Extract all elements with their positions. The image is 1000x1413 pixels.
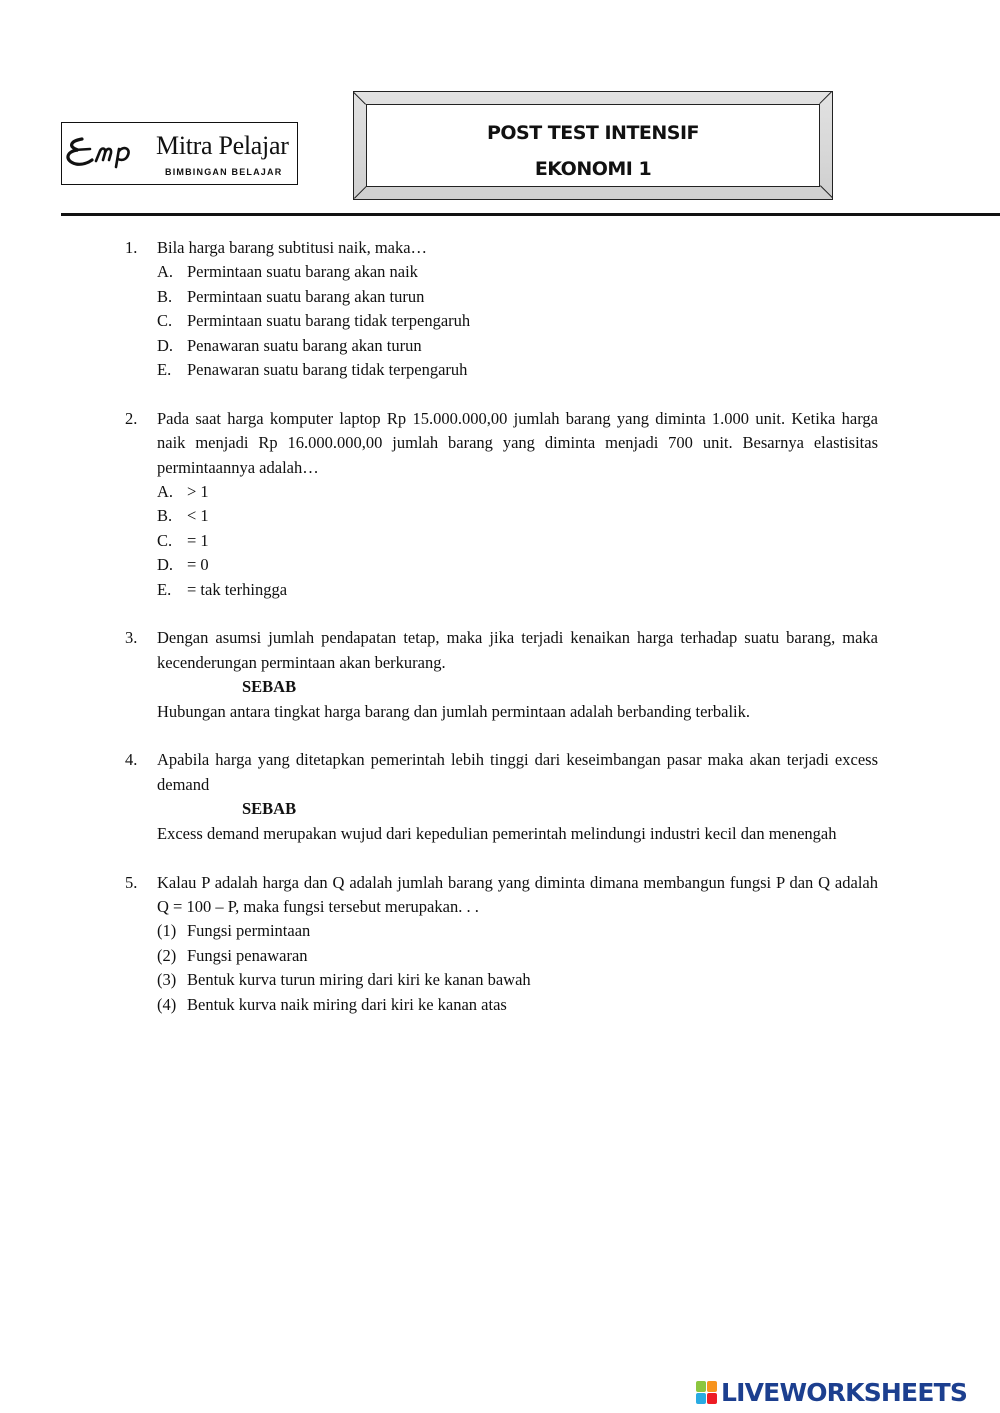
option-label: A. (157, 262, 174, 282)
question-number: 2. (125, 408, 138, 428)
question-number: 5. (125, 872, 138, 892)
question-2 (125, 407, 878, 602)
option-label: E. (157, 579, 172, 599)
option-label: E. (157, 360, 172, 380)
option-label: (3) (157, 970, 177, 990)
liveworksheets-mark-icon (696, 1381, 718, 1405)
option-d (157, 334, 878, 358)
option-label: (2) (157, 945, 177, 965)
option-text: > 1 (187, 482, 209, 502)
option-d (157, 553, 878, 577)
option-1 (157, 919, 878, 943)
question-list (125, 236, 878, 1041)
option-4 (157, 993, 878, 1017)
option-label: (1) (157, 921, 177, 941)
title-box (353, 91, 833, 200)
option-label: A. (157, 482, 174, 502)
option-text: Fungsi permintaan (187, 921, 311, 941)
option-text: = 1 (187, 530, 209, 550)
option-text: Bentuk kurva naik miring dari kiri ke kanan atas (187, 994, 507, 1014)
header-divider (61, 213, 1000, 216)
question-5 (125, 871, 878, 1017)
option-label: (4) (157, 994, 177, 1014)
option-label: C. (157, 311, 173, 331)
question-3 (125, 626, 878, 724)
company-logo (61, 122, 298, 185)
option-label: D. (157, 555, 174, 575)
question-number: 3. (125, 628, 138, 648)
option-b (157, 504, 878, 528)
option-label: D. (157, 335, 174, 355)
option-label: B. (157, 506, 173, 526)
option-c (157, 309, 878, 333)
option-text: Penawaran suatu barang tidak terpengaruh (187, 360, 468, 380)
option-e (157, 578, 878, 602)
question-text: Dengan asumsi jumlah pendapatan tetap, maka jika terjadi kenaikan harga terhadap suatu barang, maka kecenderungan permintaan akan berkurang. (157, 628, 878, 672)
option-e (157, 358, 878, 382)
option-text: Penawaran suatu barang akan turun (187, 335, 422, 355)
option-label: B. (157, 286, 173, 306)
title-inner-panel (366, 104, 820, 187)
question-text: Apabila harga yang ditetapkan pemerintah lebih tinggi dari keseimbangan pasar maka akan terjadi excess demand (157, 750, 878, 794)
question-number: 1. (125, 238, 138, 257)
question-text: Kalau P adalah harga dan Q adalah jumlah barang yang diminta dimana membangun fungsi P dan Q adalah Q = 100 – P, maka fungsi tersebut merupakan. . . (157, 872, 878, 916)
logo-subtitle: BIMBINGAN BELAJAR (165, 167, 283, 177)
option-label: C. (157, 530, 173, 550)
option-c (157, 529, 878, 553)
option-text: Bentuk kurva turun miring dari kiri ke kanan bawah (187, 970, 531, 990)
page-title: POST TEST INTENSIF (486, 122, 700, 144)
option-a (157, 260, 878, 284)
option-text: = tak terhingga (187, 579, 288, 599)
option-text: = 0 (187, 555, 209, 575)
question-1 (125, 236, 878, 382)
question-4 (125, 748, 878, 846)
option-text: Permintaan suatu barang akan naik (187, 262, 418, 282)
option-a (157, 480, 878, 504)
option-text: Permintaan suatu barang tidak terpengaruh (187, 311, 471, 331)
question-text: Pada saat harga komputer laptop Rp 15.000.000,00 jumlah barang yang diminta 1.000 unit. Ketika harga naik menjadi Rp 16.000.000,00 jumlah barang yang diminta menjadi 700 unit. Besarnya elastisitas permintaannya adalah… (157, 408, 878, 477)
sebab-label: SEBAB (242, 799, 297, 819)
reason-text: Excess demand merupakan wujud dari kepedulian pemerintah melindungi industri kecil dan menengah (157, 823, 837, 843)
page-subtitle: EKONOMI 1 (534, 158, 652, 180)
liveworksheets-logo[interactable] (696, 1378, 967, 1410)
option-3 (157, 968, 878, 992)
sebab-label: SEBAB (242, 677, 297, 697)
reason-text: Hubungan antara tingkat harga barang dan jumlah permintaan adalah berbanding terbalik. (157, 701, 751, 721)
liveworksheets-brand: LIVEWORKSHEETS (721, 1378, 968, 1407)
question-text: Bila harga barang subtitusi naik, maka… (157, 238, 428, 257)
option-text: Permintaan suatu barang akan turun (187, 286, 425, 306)
option-text: Fungsi penawaran (187, 945, 308, 965)
logo-name: Mitra Pelajar (156, 131, 289, 160)
question-number: 4. (125, 750, 138, 770)
option-text: < 1 (187, 506, 209, 526)
emp-logo-mark-icon (64, 129, 160, 173)
option-2 (157, 944, 878, 968)
option-b (157, 285, 878, 309)
